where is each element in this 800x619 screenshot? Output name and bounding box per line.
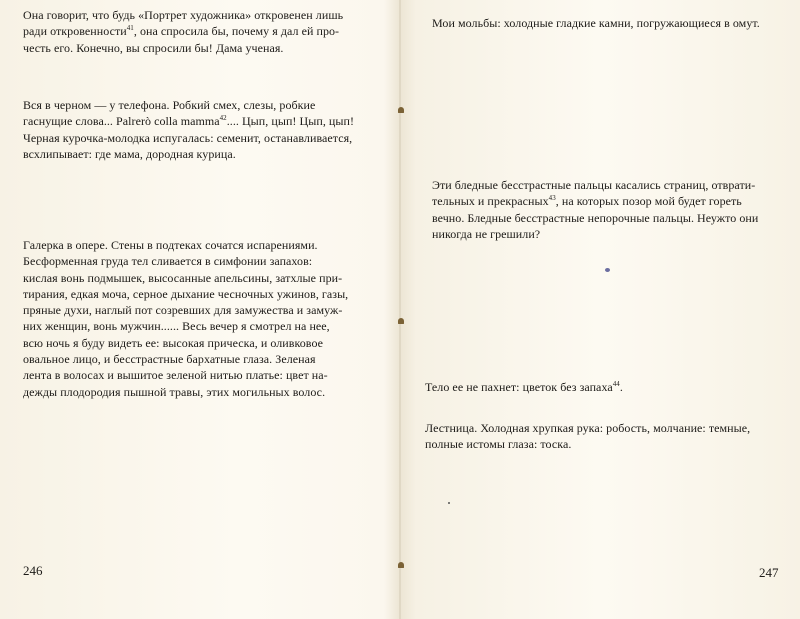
page-number: 246 <box>23 563 43 578</box>
text-segment: .... Цып, цып! Цып, цып! <box>226 114 355 129</box>
text-segment: Тело ее не пахнет: цветок без запаха <box>425 380 613 394</box>
text-line <box>23 24 339 38</box>
right-paragraph-3 <box>425 379 787 395</box>
right-page <box>400 0 800 619</box>
text-line: вечно. Бледные бесстрастные непорочные пальцы. Неужто они <box>432 210 759 225</box>
text-line <box>23 114 354 128</box>
text-line <box>432 194 742 208</box>
text-line: Эти бледные бесстрастные пальцы касались страниц, отврати- <box>432 178 756 192</box>
text-line: всхлипывает: где мама, дородная курица. <box>23 146 236 161</box>
text-line: Черная курочка-молодка испугалась: семенит, останавливается, <box>23 130 353 145</box>
text-line: всю ночь я буду видеть ее: высокая прическа, и оливковое <box>23 335 324 350</box>
text-line: дежды плодородия пышной травы, этих могильных волос. <box>23 384 326 399</box>
footnote-marker: 43 <box>548 194 556 203</box>
footnote-marker: 44 <box>612 380 620 388</box>
footnote-marker: 42 <box>219 114 227 123</box>
text-segment: ради откровенности <box>23 24 127 39</box>
text-segment: . <box>619 380 623 394</box>
text-segment: , на которых позор мой будет гореть <box>555 194 742 209</box>
right-paragraph-2 <box>432 177 787 242</box>
text-line: полные истомы глаза: тоска. <box>425 437 572 452</box>
text-line: них женщин, вонь мужчин...... Весь вечер я смотрел на нее, <box>23 319 330 334</box>
text-line: кислая вонь подмышек, высосанные апельсины, затхлые при- <box>23 270 343 285</box>
text-line: никогда не грешили? <box>432 226 541 241</box>
footnote-marker: 41 <box>126 24 134 33</box>
text-line: тирания, едкая моча, серное дыхание чесночных ужинов, газы, <box>23 286 349 301</box>
left-paragraph-3 <box>23 237 377 400</box>
ink-speck <box>448 502 450 504</box>
text-segment: гаснущие слова... Palrerò colla mamma <box>23 114 220 129</box>
text-line: Вся в черном — у телефона. Робкий смех, слезы, робкие <box>23 98 316 112</box>
text-line: Лестница. Холодная хрупкая рука: робость, молчание: темные, <box>425 421 751 435</box>
text-line: Мои мольбы: холодные гладкие камни, погружающиеся в омут. <box>432 16 760 30</box>
right-paragraph-4 <box>425 420 787 453</box>
text-line: честь его. Конечно, вы спросили бы! Дама ученая. <box>23 40 284 55</box>
text-line: овальное лицо, и бесстрастные бархатные глаза. Зеленая <box>23 352 316 367</box>
text-line <box>425 380 623 394</box>
text-line: Она говорит, что будь «Портрет художника» откровенен лишь <box>23 8 344 22</box>
text-line: Бесформенная груда тел сливается в симфонии запахов: <box>23 254 313 269</box>
text-line: Галерка в опере. Стены в подтеках сочатся испарениями. <box>23 238 318 252</box>
left-paragraph-1 <box>23 7 377 56</box>
ink-speck <box>605 268 610 272</box>
page-number: 247 <box>759 565 779 580</box>
text-segment: тельных и прекрасных <box>432 194 549 209</box>
left-paragraph-2 <box>23 97 377 162</box>
text-line: пряные духи, наглый пот созревших для замужества и замуж- <box>23 303 343 318</box>
text-segment: , она спросила бы, почему я дал ей про- <box>133 24 340 39</box>
text-line: лента в волосах и вышитое зеленой нитью платье: цвет на- <box>23 368 328 383</box>
right-paragraph-1 <box>432 15 787 31</box>
